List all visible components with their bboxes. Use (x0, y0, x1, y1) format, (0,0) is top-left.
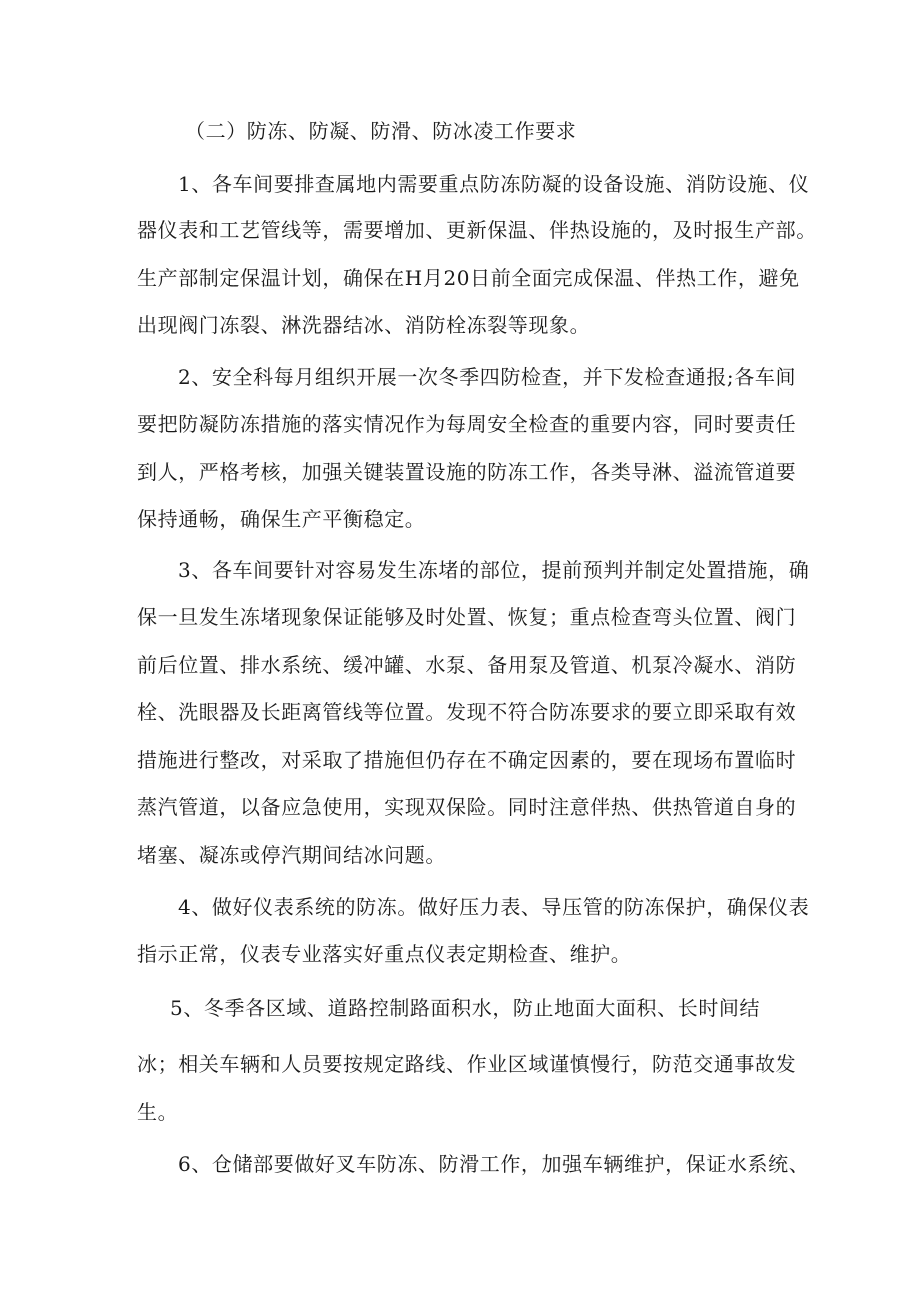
paragraph-1-line-4: 出现阀门冻裂、淋洗器结冰、消防栓冻裂等现象。 (137, 313, 591, 337)
paragraph-2-line-4: 保持通畅，确保生产平衡稳定。 (137, 507, 426, 531)
paragraph-3-line-5: 措施进行整改，对采取了措施但仍存在不确定因素的，要在现场布置临时 (137, 748, 797, 772)
paragraph-3-line-1: 3、各车间要针对容易发生冻堵的部位，提前预判并制定处置措施，确 (178, 558, 810, 582)
paragraph-1-line-2: 器仪表和工艺管线等，需要增加、更新保温、伴热设施的，及时报生产部。 (137, 218, 817, 242)
paragraph-1-line-1: 1、各车间要排查属地内需要重点防冻防凝的设备设施、消防设施、仪 (178, 172, 810, 196)
paragraph-2-line-1: 2、安全科每月组织开展一次冬季四防检查，并下发检查通报;各车间 (178, 365, 797, 389)
paragraph-5-line-2: 冰；相关车辆和人员要按规定路线、作业区域谨慎慢行，防范交通事故发 (137, 1052, 797, 1076)
paragraph-3-line-2: 保一旦发生冻堵现象保证能够及时处置、恢复；重点检查弯头位置、阀门 (137, 605, 797, 629)
paragraph-5-line-1: 5、冬季各区域、道路控制路面积水，防止地面大面积、长时间结 (170, 996, 761, 1020)
section-heading: （二）防冻、防凝、防滑、防冰凌工作要求 (185, 119, 577, 143)
paragraph-5-line-3: 生。 (137, 1100, 179, 1124)
paragraph-2-line-2: 要把防凝防冻措施的落实情况作为每周安全检查的重要内容，同时要责任 (137, 412, 797, 436)
paragraph-4-line-2: 指示正常，仪表专业落实好重点仪表定期检查、维护。 (137, 942, 632, 966)
paragraph-4-line-1: 4、做好仪表系统的防冻。做好压力表、导压管的防冻保护，确保仪表 (178, 895, 810, 919)
paragraph-3-line-7: 堵塞、凝冻或停汽期间结冰问题。 (137, 843, 446, 867)
paragraph-6-line-1: 6、仓储部要做好叉车防冻、防滑工作，加强车辆维护，保证水系统、 (178, 1152, 810, 1176)
paragraph-3-line-6: 蒸汽管道，以备应急使用，实现双保险。同时注意伴热、供热管道自身的 (137, 795, 797, 819)
paragraph-2-line-3: 到人，严格考核，加强关键装置设施的防冻工作，各类导淋、溢流管道要 (137, 460, 797, 484)
paragraph-3-line-4: 栓、洗眼器及长距离管线等位置。发现不符合防冻要求的要立即采取有效 (137, 700, 797, 724)
paragraph-1-line-3: 生产部制定保温计划，确保在H月20日前全面完成保温、伴热工作，避免 (137, 266, 800, 290)
paragraph-3-line-3: 前后位置、排水系统、缓冲罐、水泵、备用泵及管道、机泵冷凝水、消防 (137, 653, 797, 677)
